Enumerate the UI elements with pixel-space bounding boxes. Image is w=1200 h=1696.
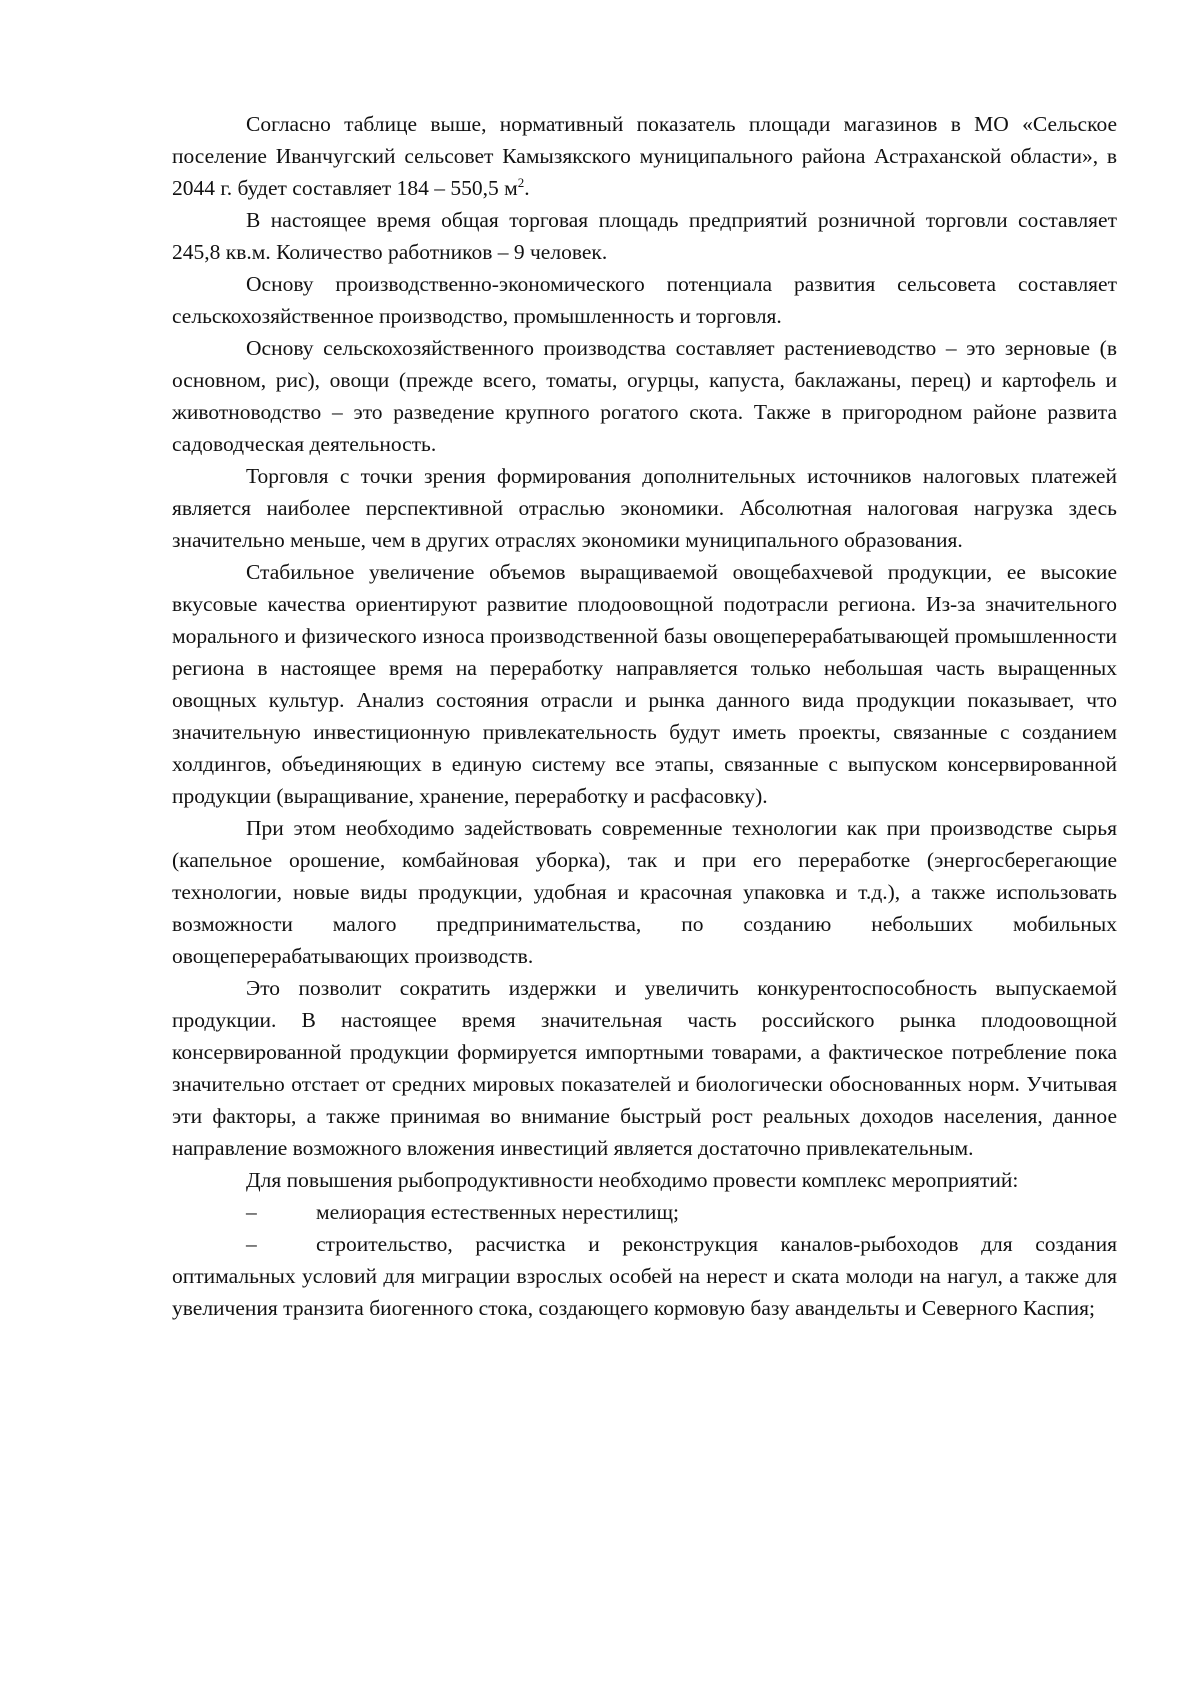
paragraph-technologies: При этом необходимо задействовать современные технологии как при производстве сырья (капельное орошение, комбайновая уборка), так и при его переработке (энергосберегающие технологии, новые виды продукции, удобная и красочная упаковка и т.д.), а также использовать возможности малого предпринимательства, по созданию небольших мобильных овощеперерабатывающих производств.: [172, 816, 1117, 968]
list-item: [172, 1196, 1117, 1228]
paragraph-vegetable-industry: Стабильное увеличение объемов выращиваемой овощебахчевой продукции, ее высокие вкусовые качества ориентируют развитие плодоовощной подотрасли региона. Из-за значительного морального и физического износа производственной базы овощеперерабатывающей промышленности региона в настоящее время на переработку направляется только небольшая часть выращенных овощных культур. Анализ состояния отрасли и рынка данного вида продукции показывает, что значительную инвестиционную привлекательность будут иметь проекты, связанные с созданием холдингов, объединяющих в единую систему все этапы, связанные с выпуском консервированной продукции (выращивание, хранение, переработку и расфасовку).: [172, 560, 1117, 808]
list-dash: –: [246, 1232, 257, 1256]
paragraph-store-area-tail: .: [524, 176, 530, 200]
superscript-2: 2: [517, 174, 525, 190]
list-item: [172, 1228, 1117, 1324]
list-item-text: мелиорация естественных нерестилищ;: [316, 1200, 679, 1224]
paragraph-retail-area: В настоящее время общая торговая площадь предприятий розничной торговли составляет 245,8 кв.м. Количество работников – 9 человек.: [172, 208, 1117, 264]
document-page: [172, 108, 1117, 1324]
paragraph-trade: Торговля с точки зрения формирования дополнительных источников налоговых платежей является наиболее перспективной отраслью экономики. Абсолютная налоговая нагрузка здесь значительно меньше, чем в других отраслях экономики муниципального образования.: [172, 464, 1117, 552]
list-dash: –: [246, 1200, 257, 1224]
paragraph-store-area: [172, 108, 1117, 204]
paragraph-economic-basis: Основу производственно-экономического потенциала развития сельсовета составляет сельскохозяйственное производство, промышленность и торговля.: [172, 272, 1117, 328]
paragraph-agriculture: Основу сельскохозяйственного производства составляет растениеводство – это зерновые (в основном, рис), овощи (прежде всего, томаты, огурцы, капуста, баклажаны, перец) и картофель и животноводство – это разведение крупного рогатого скота. Также в пригородном районе развита садоводческая деятельность.: [172, 336, 1117, 456]
list-item-text: строительство, расчистка и реконструкция каналов-рыбоходов для создания оптимальных условий для миграции взрослых особей на нерест и ската молоди на нагул, а также для увеличения транзита биогенного стока, создающего кормовую базу авандельты и Северного Каспия;: [172, 1232, 1117, 1320]
paragraph-competitiveness: Это позволит сократить издержки и увеличить конкурентоспособность выпускаемой продукции. В настоящее время значительная часть российского рынка плодоовощной консервированной продукции формируется импортными товарами, а фактическое потребление пока значительно отстает от средних мировых показателей и биологически обоснованных норм. Учитывая эти факторы, а также принимая во внимание быстрый рост реальных доходов населения, данное направление возможного вложения инвестиций является достаточно привлекательным.: [172, 976, 1117, 1160]
paragraph-store-area-text: Согласно таблице выше, нормативный показатель площади магазинов в МО «Сельское поселение Иванчугский сельсовет Камызякского муниципального района Астраханской области», в 2044 г. будет составляет 184 – 550,5 м: [172, 112, 1117, 200]
paragraph-fish-productivity: Для повышения рыбопродуктивности необходимо провести комплекс мероприятий:: [246, 1168, 1019, 1192]
